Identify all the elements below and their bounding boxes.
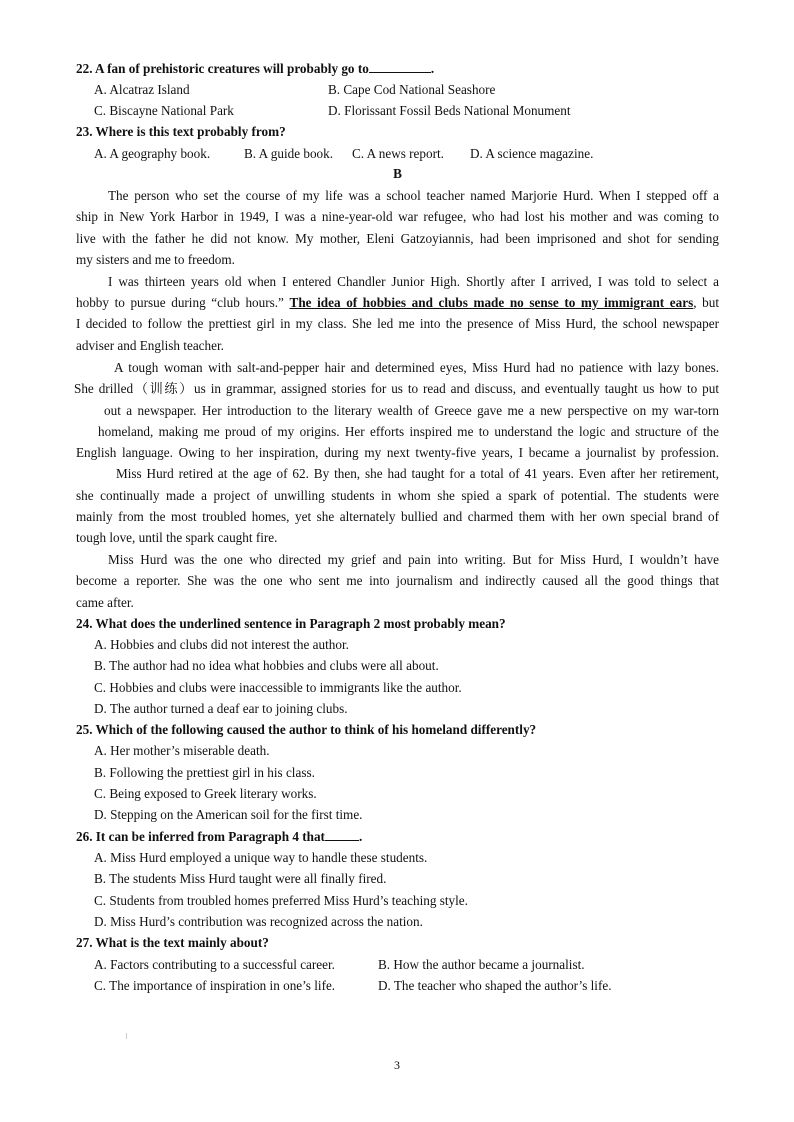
question-24-stem: 24. What does the underlined sentence in Paragraph 2 most probably mean?: [76, 616, 506, 631]
paragraph-2-line-1: I was thirteen years old when I entered Chandler Junior High. Shortly after I arrived, I was told to select a: [108, 274, 719, 289]
question-27-stem: 27. What is the text mainly about?: [76, 935, 269, 950]
paragraph-5-line-2: become a reporter. She was the one who sent me into journalism and indirectly caused all the good things that: [76, 573, 719, 588]
question-25-option-c: C. Being exposed to Greek literary works.: [94, 786, 317, 801]
question-26-option-a: A. Miss Hurd employed a unique way to handle these students.: [94, 850, 428, 865]
paragraph-2-line-3: I decided to follow the prettiest girl in my class. She led me into the presence of Miss Hurd, the school newspaper: [76, 316, 719, 331]
question-26-option-c: C. Students from troubled homes preferred Miss Hurd’s teaching style.: [94, 893, 468, 908]
question-26-option-b: B. The students Miss Hurd taught were all finally fired.: [94, 871, 387, 886]
question-27-option-d: D. The teacher who shaped the author’s life.: [378, 978, 612, 993]
question-22-option-d: D. Florissant Fossil Beds National Monument: [328, 103, 571, 118]
answer-blank: [369, 59, 431, 73]
paragraph-3-line-1: A tough woman with salt-and-pepper hair and determined eyes, Miss Hurd had no patience with lazy bones.: [114, 360, 719, 375]
paragraph-3-line-4: homeland, making me proud of my origins. Her efforts inspired me to understand the logic and structure of the: [98, 424, 719, 439]
question-23-option-a: A. A geography book.: [94, 146, 211, 161]
paragraph-1-line-2: ship in New York Harbor in 1949, I was a nine-year-old war refugee, who had lost his mother and was coming to: [76, 209, 719, 224]
paragraph-1-line-4: my sisters and me to freedom.: [76, 252, 235, 267]
question-25-option-a: A. Her mother’s miserable death.: [94, 743, 270, 758]
scan-speck: [126, 1033, 127, 1039]
question-27-option-b: B. How the author became a journalist.: [378, 957, 585, 972]
paragraph-4-line-4: tough love, until the spark caught fire.: [76, 530, 278, 545]
paragraph-1-line-3: live with the father he did not know. My mother, Eleni Gatzoyiannis, had been imprisoned and shot for sending: [76, 231, 719, 246]
question-25-stem: 25. Which of the following caused the author to think of his homeland differently?: [76, 722, 537, 737]
paragraph-3-line-3: out a newspaper. Her introduction to the literary wealth of Greece gave me a new perspective on my war-torn: [104, 403, 719, 418]
question-22-stem: 22. A fan of prehistoric creatures will probably go to .: [76, 61, 435, 76]
question-26-option-d: D. Miss Hurd’s contribution was recognized across the nation.: [94, 914, 423, 929]
question-24-option-a: A. Hobbies and clubs did not interest the author.: [94, 637, 349, 652]
paragraph-5-line-3: came after.: [76, 595, 134, 610]
question-23-option-c: C. A news report.: [352, 146, 444, 161]
question-24-option-c: C. Hobbies and clubs were inaccessible to immigrants like the author.: [94, 680, 462, 695]
paragraph-1-line-1: The person who set the course of my life was a school teacher named Marjorie Hurd. When I stepped off a: [108, 188, 719, 203]
question-22-option-c: C. Biscayne National Park: [94, 103, 234, 118]
paragraph-4-line-1: Miss Hurd retired at the age of 62. By then, she had taught for a total of 41 years. Even after her retirement,: [116, 466, 719, 481]
paragraph-2-line-4: adviser and English teacher.: [76, 338, 224, 353]
paragraph-4-line-3: mainly from the most troubled homes, yet she alternately bullied and charmed them with her own special brand of: [76, 509, 719, 524]
paragraph-2-line-2: hobby to pursue during “club hours.” The idea of hobbies and clubs made no sense to my immigrant ears, but: [76, 295, 719, 310]
page-number: 3: [394, 1058, 400, 1072]
question-23-option-b: B. A guide book.: [244, 146, 334, 161]
question-22-option-a: A. Alcatraz Island: [94, 82, 190, 97]
paragraph-4-line-2: she continually made a project of unwilling students in whom she spied a spark of potential. The students were: [76, 488, 719, 503]
paragraph-3-line-2: She drilled（训练）us in grammar, assigned stories for us to read and discuss, and eventually taught us how to put: [74, 381, 719, 396]
question-27-option-a: A. Factors contributing to a successful career.: [94, 957, 335, 972]
section-label: B: [393, 166, 402, 181]
question-24-option-b: B. The author had no idea what hobbies and clubs were all about.: [94, 658, 439, 673]
question-24-option-d: D. The author turned a deaf ear to joining clubs.: [94, 701, 348, 716]
question-23-option-d: D. A science magazine.: [470, 146, 594, 161]
question-27-option-c: C. The importance of inspiration in one’s life.: [94, 978, 336, 993]
paragraph-5-line-1: Miss Hurd was the one who directed my grief and pain into writing. But for Miss Hurd, I wouldn’t have: [108, 552, 719, 567]
question-22-option-b: B. Cape Cod National Seashore: [328, 82, 496, 97]
answer-blank: [325, 827, 359, 841]
question-25-option-d: D. Stepping on the American soil for the first time.: [94, 807, 363, 822]
paragraph-3-line-5: English language. Owing to her inspiration, during my next twenty-five years, I became a journalist by profession.: [76, 445, 719, 460]
underlined-sentence: The idea of hobbies and clubs made no sense to my immigrant ears: [289, 295, 694, 310]
question-23-stem: 23. Where is this text probably from?: [76, 124, 286, 139]
question-25-option-b: B. Following the prettiest girl in his class.: [94, 765, 315, 780]
question-26-stem: 26. It can be inferred from Paragraph 4 that .: [76, 829, 363, 844]
